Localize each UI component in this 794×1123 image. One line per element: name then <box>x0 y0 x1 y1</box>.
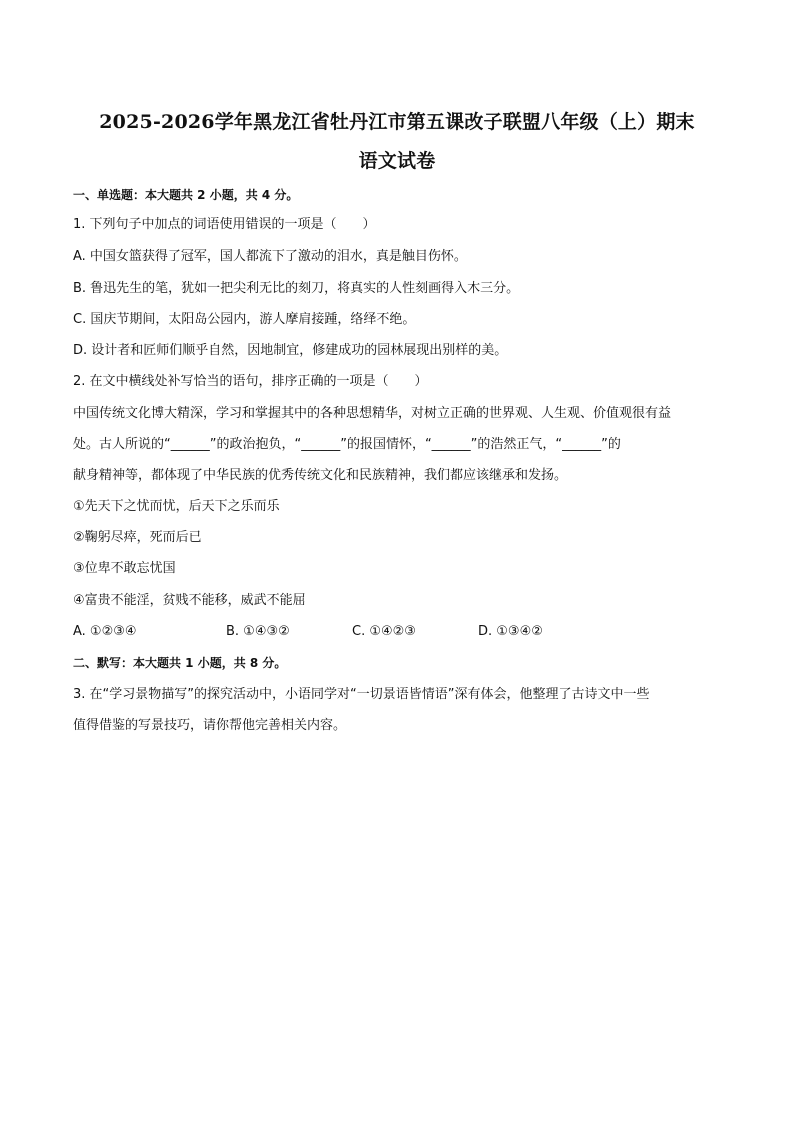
q2-option-b: B. ①④③② <box>226 624 290 639</box>
q2-passage-line1: 中国传统文化博大精深，学习和掌握其中的各种思想精华，对树立正确的世界观、人生观、价值观很有益 <box>73 406 672 421</box>
q1-option-d: D. 设计者和匠师们顺乎自然，因地制宜，修建成功的园林展现出别样的美。 <box>73 343 508 358</box>
exam-title-line2: 语文试卷 <box>358 150 436 172</box>
q2-passage-line2: 处。古人所说的“______”的政治抱负，“______”的报国情怀，“______”的浩然正气，“______”的 <box>73 437 621 452</box>
q2-passage-line3: 献身精神等，都体现了中华民族的优秀传统文化和民族精神，我们都应该继承和发扬。 <box>73 468 568 483</box>
q1-option-c: C. 国庆节期间，太阳岛公园内，游人摩肩接踵，络绎不绝。 <box>73 312 416 327</box>
q1-option-b: B. 鲁迅先生的笔，犹如一把尖利无比的刻刀，将真实的人性刻画得入木三分。 <box>73 281 520 296</box>
q2-item-3: ③位卑不敢忘忧国 <box>73 561 176 576</box>
q2-stem: 2. 在文中横线处补写恰当的语句，排序正确的一项是（ ） <box>73 374 428 389</box>
q2-option-c: C. ①④②③ <box>352 624 416 639</box>
q2-item-2: ②鞠躬尽瘁，死而后已 <box>73 530 202 545</box>
q2-option-a: A. ①②③④ <box>73 624 137 639</box>
q3-line1: 3. 在“学习景物描写”的探究活动中，小语同学对“一切景语皆情语”深有体会，他整理了古诗文中一些 <box>73 687 650 702</box>
q1-stem: 1. 下列句子中加点的词语使用错误的一项是（ ） <box>73 217 376 232</box>
section1-heading: 一、单选题：本大题共 2 小题，共 4 分。 <box>73 188 299 202</box>
section2-heading: 二、默写：本大题共 1 小题，共 8 分。 <box>73 656 287 670</box>
q2-item-1: ①先天下之忧而忧，后天下之乐而乐 <box>73 499 280 514</box>
q2-item-4: ④富贵不能淫，贫贱不能移，威武不能屈 <box>73 593 306 608</box>
q3-line2: 值得借鉴的写景技巧，请你帮他完善相关内容。 <box>73 718 347 733</box>
q1-option-a: A. 中国女篮获得了冠军，国人都流下了激动的泪水，真是触目伤怀。 <box>73 249 467 264</box>
exam-title-line1: 2025-2026学年黑龙江省牡丹江市第五课改子联盟八年级（上）期末 <box>99 111 695 133</box>
q2-option-d: D. ①③④② <box>478 624 543 639</box>
